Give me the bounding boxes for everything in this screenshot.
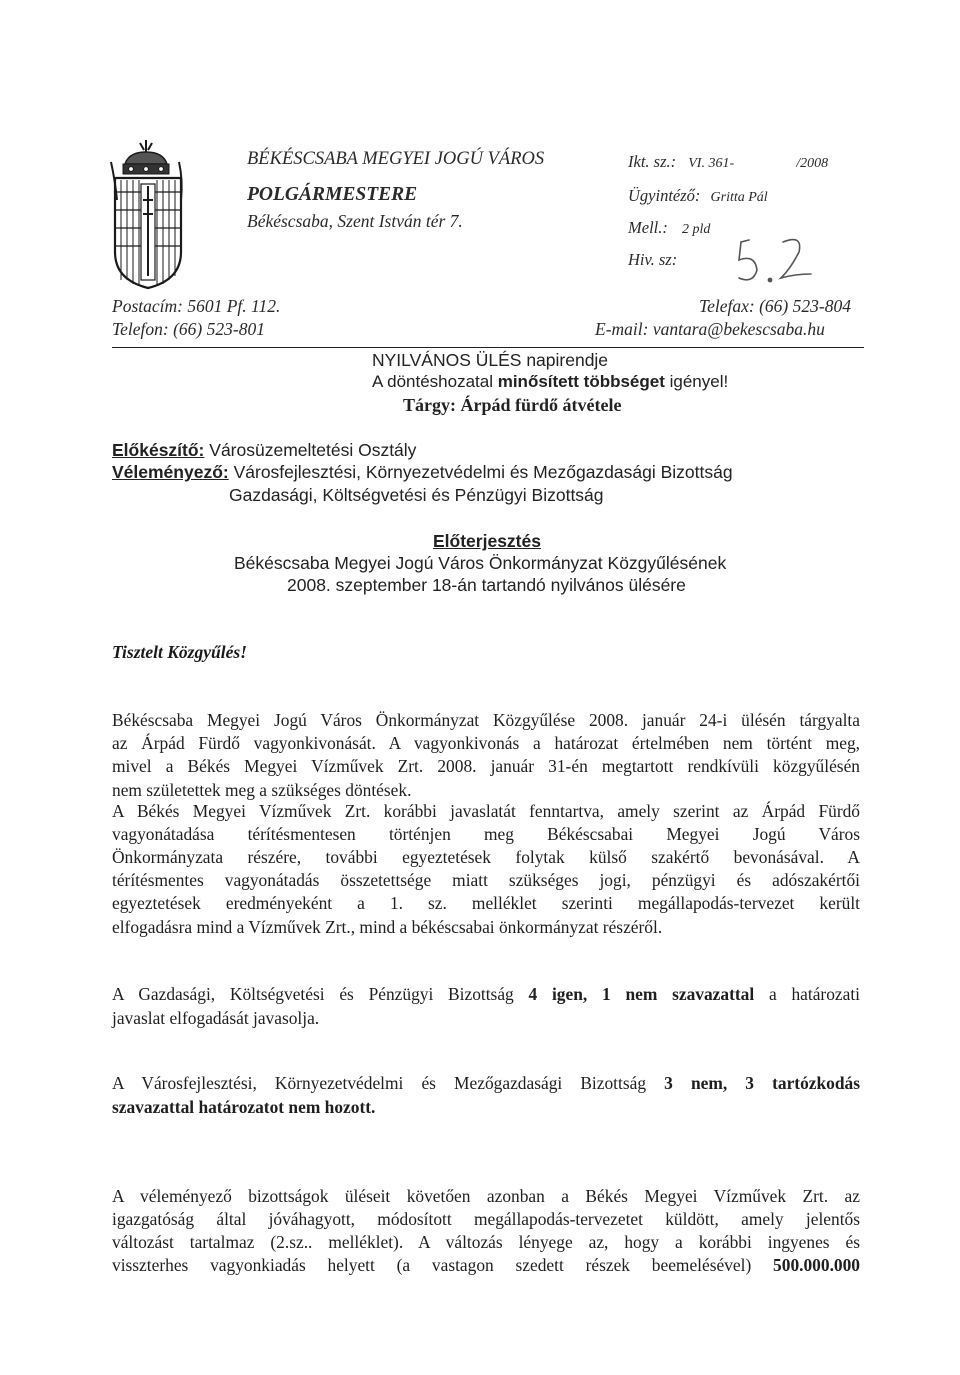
para2-line: elfogadásra mind a Vízművek Zrt., mind a békéscsabai önkormányzat részéről. [112,917,663,937]
para5-last-line [112,1255,860,1276]
notice-line-2 [372,372,728,392]
eloterjesztes-line-1: Békéscsaba Megyei Jogú Város Önkormányzat Közgyűlésének [234,553,727,573]
coat-of-arms-icon [107,140,189,290]
para5-line: igazgatóság által jóváhagyott, módosított megállapodás-tervezetet küldött, amely jelentős [112,1209,860,1229]
para3-line-1 [112,984,860,1005]
velemenyezo-value-1: Városfejlesztési, Környezetvédelmi és Mezőgazdasági Bizottság [233,462,733,482]
mell-label: Mell.: [628,218,668,237]
mell-row [628,218,710,238]
hiv-label: Hiv. sz: [628,250,678,269]
para3-suffix: a határozati [754,984,860,1004]
salutation: Tisztelt Közgyűlés! [112,642,247,662]
header-divider [112,347,864,348]
postacim: Postacím: 5601 Pf. 112. [112,296,281,316]
elokeszito-row [112,440,416,461]
eloterjesztes-title: Előterjesztés [433,531,541,551]
notice-line-1: NYILVÁNOS ÜLÉS napirendje [372,350,609,370]
eloterjesztes-line-2: 2008. szeptember 18-án tartandó nyilvános ülésére [287,575,686,595]
para3-prefix: A Gazdasági, Költségvetési és Pénzügyi Bizottság [112,984,529,1004]
notice-line-2-suffix: igényel! [664,372,729,391]
para2-line: vagyonátadása térítésmentesen történjen meg Békéscsabai Megyei Jogú Város [112,824,860,844]
para1-line: Békéscsaba Megyei Jogú Város Önkormányzat Közgyűlése 2008. január 24-i ülésén tárgyalta [112,710,860,730]
velemenyezo-value-2: Gazdasági, Költségvetési és Pénzügyi Bizottság [229,485,604,505]
para5-line: A véleményező bizottságok üléseit követően azonban a Békés Megyei Vízművek Zrt. az [112,1186,860,1206]
para4-line-2: szavazattal határozatot nem hozott. [112,1097,376,1117]
elokeszito-value: Városüzemeltetési Osztály [209,440,417,460]
para2-line: Önkormányzata részére, további egyeztetések folytak külső szakértő bevonásával. A [112,847,860,867]
notice-line-2-bold: minősített többséget [497,372,665,391]
iktato-row [628,152,828,172]
para1-line: nem születettek meg a szükséges döntések. [112,780,412,800]
para2-line: egyeztetések eredményeként a 1. sz. melléklet szerinti megállapodás-tervezet került [112,893,860,913]
mell-value: 2 pld [681,222,711,237]
notice-line-2-prefix: A döntéshozatal [372,372,498,391]
handwritten-mark-text: 5.2 [733,232,735,233]
para4-prefix: A Városfejlesztési, Környezetvédelmi és Mezőgazdasági Bizottság [112,1073,665,1093]
ugyintezo-row [628,186,768,206]
iktato-label: Ikt. sz.: [628,152,677,171]
para2-line: térítésmentes vagyonátadás összetettsége miatt szükséges jogi, pénzügyi és adószakértői [112,870,860,890]
para4-line-1 [112,1073,860,1094]
para1-line: az Árpád Fürdő vagyonkivonását. A vagyonkivonás a határozat értelmében nem történt meg, [112,733,860,753]
iktato-year: /2008 [796,156,829,171]
email: E-mail: vantara@bekescsaba.hu [595,319,825,339]
city-name: BÉKÉSCSABA MEGYEI JOGÚ VÁROS [247,149,545,169]
para2-line: A Békés Megyei Vízművek Zrt. korábbi javaslatát fenntartva, amely szerint az Árpád Fürdő [112,801,860,821]
elokeszito-label: Előkészítő: [112,440,205,460]
telefax: Telefax: (66) 523-804 [699,296,851,316]
para3-vote: 4 igen, 1 nem szavazattal [528,984,755,1004]
para5-line: változást tartalmaz (2.sz.. melléklet). A változás lényege az, hogy a korábbi ingyenes és [112,1232,860,1252]
para3-line-2: javaslat elfogadását javasolja. [112,1008,320,1028]
para1-line: mivel a Békés Megyei Vízművek Zrt. 2008. január 31-én megtartott rendkívüli közgyűlésén [112,756,860,776]
para5-last-prefix: visszterhes vagyonkiadás helyett (a vastagon szedett részek beemelésével) [112,1255,774,1275]
telefon: Telefon: (66) 523-801 [112,319,265,339]
subject-line: Tárgy: Árpád fürdő átvétele [403,395,622,415]
velemenyezo-label: Véleményező: [112,462,229,482]
handwritten-mark [733,232,818,287]
velemenyezo-row [112,462,733,483]
ugyintezo-value: Gritta Pál [710,190,768,205]
ugyintezo-label: Ügyintéző: [628,186,701,205]
para4-vote: 3 nem, 3 tartózkodás [664,1073,860,1093]
iktato-value: VI. 361- [688,156,735,171]
para5-amount: 500.000.000 [773,1255,860,1275]
office-name: POLGÁRMESTERE [247,184,418,205]
office-address: Békéscsaba, Szent István tér 7. [247,211,463,231]
